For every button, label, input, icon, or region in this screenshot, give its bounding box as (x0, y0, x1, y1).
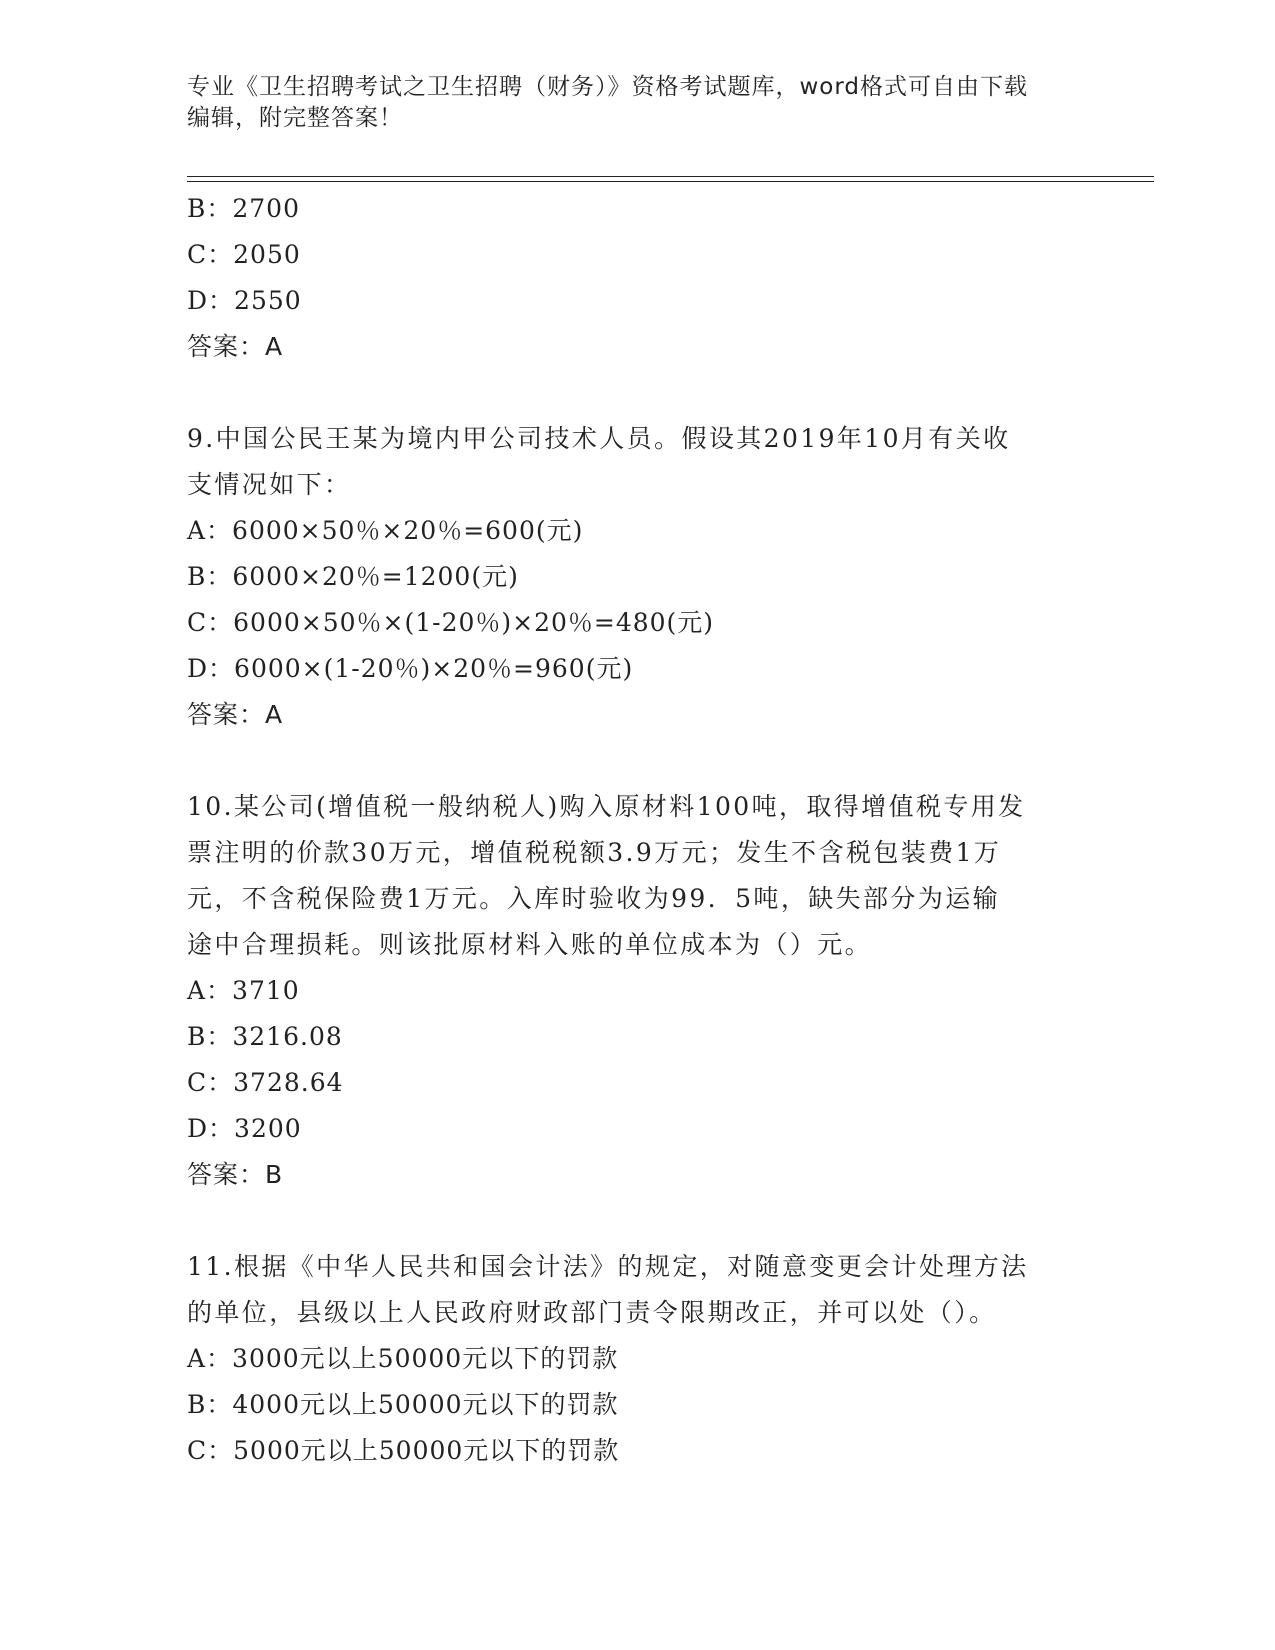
option-a: A：3000元以上50000元以下的罚款 (187, 1344, 619, 1373)
stem-line: 支情况如下： (187, 470, 352, 499)
option-b: B：3216.08 (187, 1022, 343, 1051)
option-c: C：6000×50％×(1-20％)×20％=480(元) (187, 608, 715, 637)
question-gap (187, 738, 1087, 784)
option-c: C：5000元以上50000元以下的罚款 (187, 1436, 620, 1465)
question-gap (187, 370, 1087, 416)
stem-line: 元，不含税保险费1万元。入库时验收为99．5吨，缺失部分为运输 (187, 884, 1001, 913)
question-gap (187, 1198, 1087, 1244)
option-b: B：6000×20％=1200(元) (187, 562, 519, 591)
option-b: B：2700 (187, 194, 300, 223)
header-line-1: 专业《卫生招聘考试之卫生招聘（财务）》资格考试题库，word格式可自由下载 (187, 74, 1029, 100)
question-8 (187, 186, 1087, 370)
option-a: A：3710 (187, 976, 300, 1005)
answer: 答案：A (187, 700, 284, 729)
question-stem (187, 1244, 1087, 1336)
option-a: A：6000×50％×20％=600(元) (187, 516, 584, 545)
answer: 答案：B (187, 1160, 284, 1189)
stem-line: 的单位，县级以上人民政府财政部门责令限期改正，并可以处（）。 (187, 1298, 997, 1327)
question-11 (187, 1244, 1087, 1474)
option-d: D：3200 (187, 1114, 302, 1143)
page-header (187, 72, 1087, 134)
option-b: B：4000元以上50000元以下的罚款 (187, 1390, 619, 1419)
answer: 答案：A (187, 332, 284, 361)
header-divider (187, 176, 1154, 182)
stem-line: 途中合理损耗。则该批原材料入账的单位成本为（）元。 (187, 930, 873, 959)
question-9 (187, 416, 1087, 738)
question-stem (187, 784, 1087, 968)
option-c: C：3728.64 (187, 1068, 344, 1097)
option-d: D：2550 (187, 286, 302, 315)
stem-line: 票注明的价款30万元，增值税税额3.9万元；发生不含税包装费1万 (187, 838, 1002, 867)
header-line-2: 编辑，附完整答案！ (187, 105, 403, 131)
stem-line: 9.中国公民王某为境内甲公司技术人员。假设其2019年10月有关收 (187, 424, 1011, 453)
question-stem (187, 416, 1087, 508)
question-10 (187, 784, 1087, 1198)
option-c: C：2050 (187, 240, 301, 269)
option-d: D：6000×(1-20％)×20％=960(元) (187, 654, 634, 683)
document-body (187, 186, 1087, 1474)
stem-line: 10.某公司(增值税一般纳税人)购入原材料100吨，取得增值税专用发 (187, 792, 1026, 821)
stem-line: 11.根据《中华人民共和国会计法》的规定，对随意变更会计处理方法 (187, 1252, 1029, 1281)
